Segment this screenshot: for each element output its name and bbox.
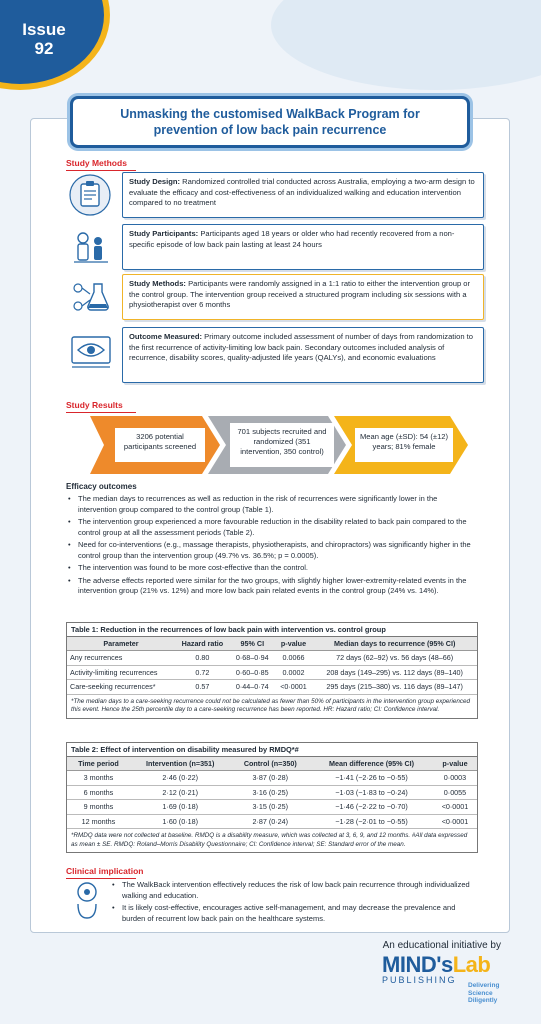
- table-cell: 2·12 (0·21): [130, 785, 231, 800]
- table-cell: 0.72: [175, 665, 230, 680]
- tagline-line: Science: [468, 989, 493, 997]
- result-text: 701 subjects recruited and randomized (351 intervention, 350 control): [230, 423, 334, 467]
- header-background-shape: [271, 0, 541, 90]
- table-cell: 0·60–0·85: [230, 665, 275, 680]
- table-header: Mean difference (95% CI): [310, 757, 433, 771]
- table-cell: <0·0001: [275, 680, 313, 695]
- table-cell: 3·87 (0·28): [231, 771, 311, 786]
- table-cell: 0·44–0·74: [230, 680, 275, 695]
- stethoscope-icon: [70, 880, 104, 924]
- flask-icon: [66, 274, 118, 320]
- issue-text: Issue: [22, 20, 66, 39]
- efficacy-heading: Efficacy outcomes: [66, 482, 137, 491]
- section-heading-clinical: Clinical implication: [66, 866, 143, 879]
- table-header: p-value: [275, 637, 313, 651]
- result-step-randomized: [228, 416, 336, 474]
- table-row: [67, 814, 477, 829]
- table-row: [67, 665, 477, 680]
- method-row-methods: [66, 274, 480, 320]
- method-box-methods: [122, 274, 484, 320]
- method-text: Participants were randomly assigned in a 1:1 ratio to either the intervention group or the control group. The intervention group received a structured program including six sessions with a physiotherapist over 6 months: [129, 279, 471, 309]
- table-cell: −1·03 (−1·83 to −0·24): [310, 785, 433, 800]
- initiative-text: An educational initiative by: [382, 940, 501, 951]
- table-cell: 6 months: [67, 785, 130, 800]
- issue-label: [14, 20, 74, 58]
- result-text: 3206 potential participants screened: [115, 428, 205, 462]
- table-2: [66, 742, 478, 853]
- table-cell: Activity-limiting recurrences: [67, 665, 175, 680]
- method-box-participants: [122, 224, 484, 270]
- table-header: Parameter: [67, 637, 175, 651]
- efficacy-item: • The intervention was found to be more cost-effective than the control.: [66, 563, 478, 574]
- table-row: [67, 651, 477, 666]
- table-header: Control (n=350): [231, 757, 311, 771]
- table-cell: 295 days (215–380) vs. 116 days (89–147): [312, 680, 477, 695]
- table-cell: 9 months: [67, 800, 130, 815]
- efficacy-item: • Need for co-interventions (e.g., massage therapists, physiotherapists, and chiropractors) was significantly higher in the control group than the intervention group (49.7% vs. 36.5%; p = 0.0005).: [66, 540, 478, 561]
- method-row-design: [66, 172, 480, 218]
- table-header: Intervention (n=351): [130, 757, 231, 771]
- efficacy-list: [66, 494, 478, 599]
- table-cell: 72 days (62–92) vs. 56 days (48–66): [312, 651, 477, 666]
- section-heading-results: Study Results: [66, 400, 136, 413]
- table-row: [67, 785, 477, 800]
- method-box-design: [122, 172, 484, 218]
- method-label: Study Methods:: [129, 279, 186, 288]
- logo-publishing: PUBLISHING: [382, 975, 457, 985]
- results-flow: [90, 416, 470, 474]
- table-row: [67, 771, 477, 786]
- clinical-item: • The WalkBack intervention effectively reduces the risk of low back pain recurrence through individualized walking and education.: [110, 880, 478, 901]
- table-header: p-value: [433, 757, 477, 771]
- table-row: [67, 680, 477, 695]
- section-heading-methods: Study Methods: [66, 158, 136, 171]
- issue-number: 92: [34, 39, 54, 58]
- table-cell: 3·15 (0·25): [231, 800, 311, 815]
- table-cell: 12 months: [67, 814, 130, 829]
- table-cell: 0·0055: [433, 785, 477, 800]
- table-header: Median days to recurrence (95% CI): [312, 637, 477, 651]
- table-1-footnote: *The median days to a care-seeking recurrence could not be calculated as fewer than 50% of participants in the intervention group experienced this event. Hence the 25th percentile day to a care-seeking recurrence has been reported. HR: Hazard ratio; CI: Confidence interval.: [71, 697, 471, 713]
- table-2-grid: [67, 757, 477, 829]
- result-text: Mean age (±SD): 54 (±12) years; 81% female: [355, 428, 453, 462]
- table-cell: 0.0002: [275, 665, 313, 680]
- efficacy-item: • The adverse effects reported were similar for the two groups, with slightly higher lower-extremity-related events in the intervention group (21% vs. 12%) and more low back pain related events in the control group (24% vs. 14%).: [66, 576, 478, 597]
- table-1-caption: Table 1: Reduction in the recurrences of low back pain with intervention vs. control group: [67, 623, 477, 637]
- table-cell: 0·68–0·94: [230, 651, 275, 666]
- table-row: [67, 800, 477, 815]
- table-2-caption: Table 2: Effect of intervention on disability measured by RMDQ*#: [67, 743, 477, 757]
- table-cell: −1·28 (−2·01 to −0·55): [310, 814, 433, 829]
- tagline-line: Delivering: [468, 982, 500, 989]
- clinical-item: • It is likely cost-effective, encourages active self-management, and may decrease the prevalence and burden of recurrent low back pain on the healthcare systems.: [110, 903, 478, 924]
- method-label: Study Participants:: [129, 229, 199, 238]
- table-cell: Any recurrences: [67, 651, 175, 666]
- table-1: [66, 622, 478, 719]
- table-cell: 0.57: [175, 680, 230, 695]
- table-cell: 2·46 (0·22): [130, 771, 231, 786]
- table-cell: Care-seeking recurrences*: [67, 680, 175, 695]
- table-cell: 0.0066: [275, 651, 313, 666]
- table-cell: 3 months: [67, 771, 130, 786]
- method-box-outcome: [122, 327, 484, 383]
- logo-brand-primary: MIND's: [382, 952, 453, 977]
- table-cell: 2·87 (0·24): [231, 814, 311, 829]
- efficacy-item: • The intervention group experienced a more favourable reduction in the disability related to back pain compared to the control group at all the assessment periods (Table 2).: [66, 517, 478, 538]
- method-label: Study Design:: [129, 177, 181, 186]
- table-cell: −1·41 (−2·26 to −0·55): [310, 771, 433, 786]
- clinical-list: [110, 880, 478, 926]
- result-step-screened: [110, 416, 210, 474]
- method-text: Randomized controlled trial conducted across Australia, employing a two-arm design to evaluate the efficacy and cost-effectiveness of an individualized walking and education intervention compared to no treatment: [129, 177, 475, 207]
- table-cell: 0·0003: [433, 771, 477, 786]
- eye-analysis-icon: [66, 327, 118, 373]
- method-row-outcome: [66, 327, 480, 383]
- logo-brand-accent: Lab: [452, 952, 491, 977]
- table-header: Hazard ratio: [175, 637, 230, 651]
- efficacy-item: • The median days to recurrences as well as reduction in the risk of recurrences were significantly lower in the intervention group compared to the control group (Table 1).: [66, 494, 478, 515]
- table-cell: <0·0001: [433, 800, 477, 815]
- table-2-footnote: *RMDQ data were not collected at baseline. RMDQ is a disability measure, which was collected at 3, 6, 9, and 12 months. #All data expressed as mean ± SE. RMDQ: Roland–Morris Disability Questionnaire; CI: Confidence interval; SE: Standard error of the mean.: [71, 832, 468, 848]
- table-header: Time period: [67, 757, 130, 771]
- clipboard-icon: [66, 172, 118, 218]
- method-text: Participants aged 18 years or older who had recently recovered from a non-specific episode of low back pain lasting at least 24 hours: [129, 229, 455, 249]
- publisher-logo: [382, 952, 512, 1014]
- table-cell: <0·0001: [433, 814, 477, 829]
- tagline-line: Diligently: [468, 997, 498, 1004]
- table-cell: 1·69 (0·18): [130, 800, 231, 815]
- table-cell: 208 days (149–295) vs. 112 days (89–140): [312, 665, 477, 680]
- table-cell: 0.80: [175, 651, 230, 666]
- people-icon: [66, 224, 118, 270]
- method-label: Outcome Measured:: [129, 332, 203, 341]
- page-title: Unmasking the customised WalkBack Program for prevention of low back pain recurrence: [70, 96, 470, 148]
- method-row-participants: [66, 224, 480, 270]
- table-cell: −1·46 (−2·22 to −0·70): [310, 800, 433, 815]
- result-step-demographics: [352, 416, 456, 474]
- logo-tagline: [468, 982, 499, 1005]
- table-header: 95% CI: [230, 637, 275, 651]
- table-cell: 3·16 (0·25): [231, 785, 311, 800]
- table-cell: 1·60 (0·18): [130, 814, 231, 829]
- table-1-grid: [67, 637, 477, 695]
- method-text: Primary outcome included assessment of number of days from randomization to the first recurrence of activity-limiting low back pain. Secondary outcomes included analysis of recurrence, disability scores, quality-adjusted life years (QALYs), and economic evaluations: [129, 332, 473, 362]
